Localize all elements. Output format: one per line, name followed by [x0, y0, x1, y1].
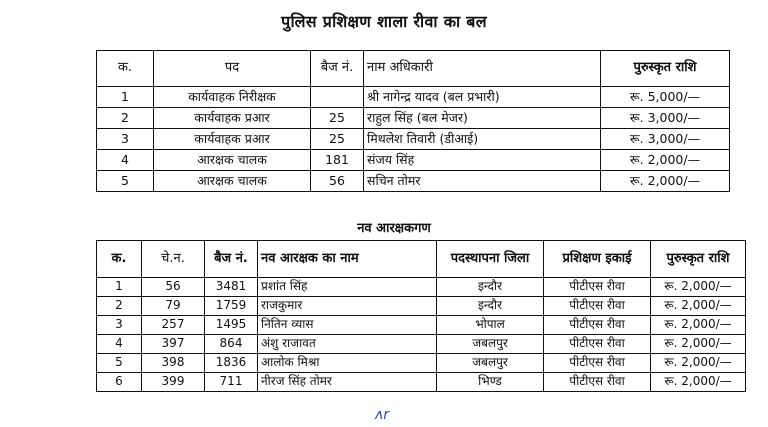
table-cell: संजय सिंह — [364, 150, 601, 171]
table-cell: 79 — [142, 297, 205, 316]
table-header-row — [97, 51, 730, 87]
table-cell: आरक्षक चालक — [154, 171, 311, 192]
table-cell: 4 — [97, 335, 142, 354]
recruit-reward-table — [96, 240, 746, 392]
table-header-row — [97, 241, 746, 278]
table-cell: जबलपुर — [437, 335, 544, 354]
table-cell: जबलपुर — [437, 354, 544, 373]
table-cell: 56 — [142, 278, 205, 297]
table-cell: 398 — [142, 354, 205, 373]
table-cell: रू. 2,000/— — [651, 316, 746, 335]
table-cell: पीटीएस रीवा — [544, 316, 651, 335]
table-cell: 397 — [142, 335, 205, 354]
table-cell: रू. 2,000/— — [651, 354, 746, 373]
table-cell: रू. 2,000/— — [651, 335, 746, 354]
table-cell: 181 — [311, 150, 364, 171]
table-cell: नितिन व्यास — [258, 316, 437, 335]
table-cell: 56 — [311, 171, 364, 192]
table-cell: प्रशांत सिंह — [258, 278, 437, 297]
col-posting-header: पदस्थापना जिला — [437, 241, 544, 278]
table-cell: 1836 — [205, 354, 258, 373]
table-cell: रू. 2,000/— — [651, 297, 746, 316]
table-cell: 2 — [97, 108, 154, 129]
handwritten-initials: ᴧr — [375, 407, 390, 423]
table-cell: 6 — [97, 373, 142, 392]
table-cell: पीटीएस रीवा — [544, 354, 651, 373]
table-cell: रू. 2,000/— — [651, 278, 746, 297]
section-title: नव आरक्षकगण — [357, 221, 431, 236]
table-cell: पीटीएस रीवा — [544, 278, 651, 297]
table-cell: 1 — [97, 278, 142, 297]
table-cell: 25 — [311, 108, 364, 129]
col-reward-header: पुरुस्कृत राशि — [601, 51, 730, 87]
table-row — [97, 354, 746, 373]
table-cell: 3 — [97, 129, 154, 150]
col-badge-header: बैज नं. — [311, 51, 364, 87]
col-name-header: नव आरक्षक का नाम — [258, 241, 437, 278]
table-cell: भिण्ड — [437, 373, 544, 392]
table-cell: 5 — [97, 171, 154, 192]
table-cell: 257 — [142, 316, 205, 335]
table-cell: इन्दौर — [437, 278, 544, 297]
table-cell: आलोक मिश्रा — [258, 354, 437, 373]
table-row — [97, 278, 746, 297]
table-cell: 3481 — [205, 278, 258, 297]
table-cell: 864 — [205, 335, 258, 354]
table-cell: रू. 3,000/— — [601, 108, 730, 129]
table-row — [97, 171, 730, 192]
table-cell: पीटीएस रीवा — [544, 297, 651, 316]
document-title: पुलिस प्रशिक्षण शाला रीवा का बल — [281, 12, 487, 31]
table-row — [97, 129, 730, 150]
table-cell: अंशु राजावत — [258, 335, 437, 354]
table-cell: 3 — [97, 316, 142, 335]
table-cell: 1495 — [205, 316, 258, 335]
table-cell: इन्दौर — [437, 297, 544, 316]
table-row — [97, 335, 746, 354]
table-row — [97, 87, 730, 108]
col-post-header: पद — [154, 51, 311, 87]
table-cell: नीरज सिंह तोमर — [258, 373, 437, 392]
table-cell: 711 — [205, 373, 258, 392]
col-serial-header: क. — [97, 51, 154, 87]
table-cell: आरक्षक चालक — [154, 150, 311, 171]
table-row — [97, 108, 730, 129]
table-row — [97, 297, 746, 316]
table-row — [97, 316, 746, 335]
table-cell: पीटीएस रीवा — [544, 373, 651, 392]
table-cell: 1 — [97, 87, 154, 108]
table-cell: रू. 5,000/— — [601, 87, 730, 108]
col-serial-header: क. — [97, 241, 142, 278]
staff-reward-table — [96, 50, 730, 192]
table-cell: 399 — [142, 373, 205, 392]
table-cell: कार्यवाहक निरीक्षक — [154, 87, 311, 108]
table-row — [97, 150, 730, 171]
table-cell: राजकुमार — [258, 297, 437, 316]
table-cell: रू. 2,000/— — [601, 150, 730, 171]
col-officer-header: नाम अधिकारी — [364, 51, 601, 87]
table-cell: सचिन तोमर — [364, 171, 601, 192]
table-cell: मिथलेश तिवारी (डीआई) — [364, 129, 601, 150]
table-cell: रू. 3,000/— — [601, 129, 730, 150]
table-cell: पीटीएस रीवा — [544, 335, 651, 354]
table-cell: रू. 2,000/— — [651, 373, 746, 392]
table-cell: रू. 2,000/— — [601, 171, 730, 192]
col-number-header: चे.न. — [142, 241, 205, 278]
col-reward-header: पुरुस्कृत राशि — [651, 241, 746, 278]
table-cell: 25 — [311, 129, 364, 150]
col-badge-header: बैज नं. — [205, 241, 258, 278]
table-cell: कार्यवाहक प्रआर — [154, 108, 311, 129]
col-unit-header: प्रशिक्षण इकाई — [544, 241, 651, 278]
table-cell: 5 — [97, 354, 142, 373]
table-cell — [311, 87, 364, 108]
table-cell: कार्यवाहक प्रआर — [154, 129, 311, 150]
table-cell: 2 — [97, 297, 142, 316]
table-cell: भोपाल — [437, 316, 544, 335]
table-cell: 4 — [97, 150, 154, 171]
table-row — [97, 373, 746, 392]
table-cell: 1759 — [205, 297, 258, 316]
table-cell: राहुल सिंह (बल मेजर) — [364, 108, 601, 129]
table-cell: श्री नागेन्द्र यादव (बल प्रभारी) — [364, 87, 601, 108]
